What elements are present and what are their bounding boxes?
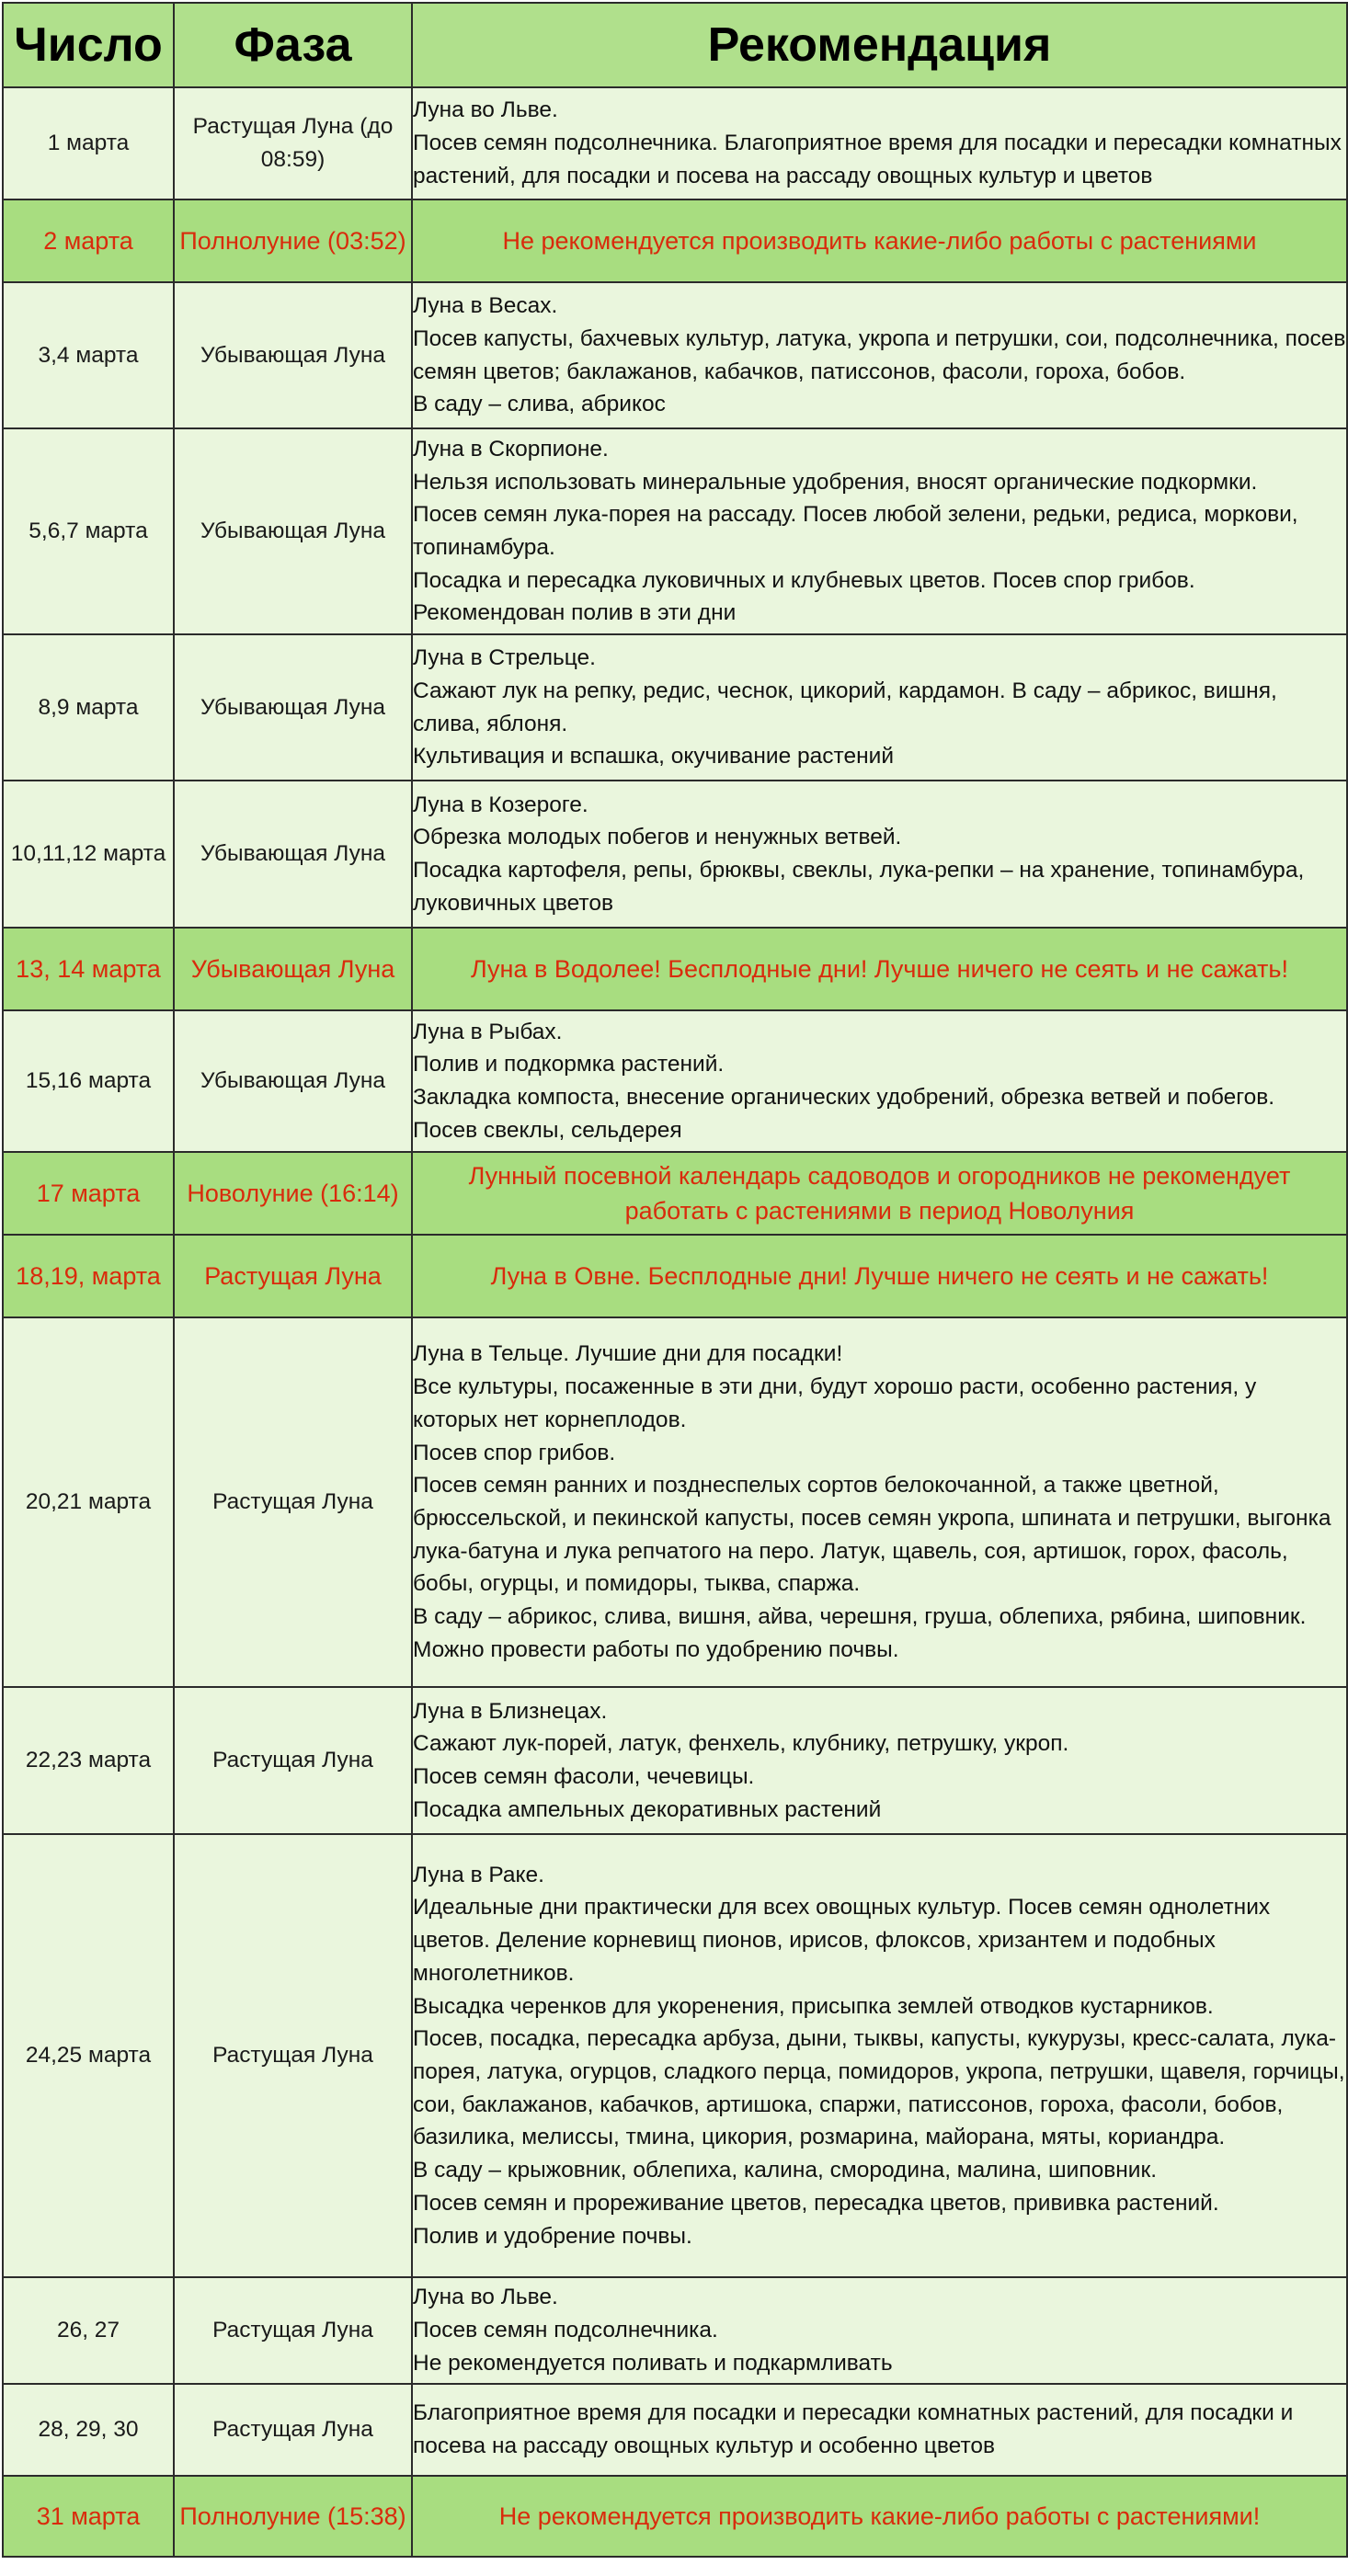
header-phase: Фаза [174,3,412,87]
recommendation-line: Не рекомендуется производить какие-либо работы с растениями! [498,2502,1261,2530]
recommendation-line: Посев капусты, бахчевых культур, латука, укропа и петрушки, сои, подсолнечника, посев семян цветов; баклажанов, кабачков, патиссонов, фасоли, гороха, бобов. [413,325,1346,384]
recommendation-cell [412,2277,1347,2384]
moon-phase-cell: Убывающая Луна [174,928,412,1010]
recommendation-line: Луна в Овне. Бесплодные дни! Лучше ничего не сеять и не сажать! [490,1262,1269,1290]
header-date: Число [3,3,174,87]
recommendation-cell [412,634,1347,781]
recommendation-cell [412,199,1347,282]
warning-row [3,199,1347,282]
date-cell: 22,23 марта [3,1687,174,1834]
date-cell: 10,11,12 марта [3,781,174,928]
moon-phase-cell: Убывающая Луна [174,428,412,634]
table-row [3,87,1347,199]
recommendation-line: Луна в Тельце. Лучшие дни для посадки! [413,1341,843,1367]
recommendation-line: Луна в Водолее! Бесплодные дни! Лучше ничего не сеять и не сажать! [471,955,1288,983]
recommendation-cell [412,428,1347,634]
recommendation-cell [412,1834,1347,2277]
date-cell: 20,21 марта [3,1317,174,1687]
date-cell: 13, 14 марта [3,928,174,1010]
recommendation-line: Луна в Козероге. [413,792,588,817]
date-cell: 31 марта [3,2476,174,2557]
table-row [3,1687,1347,1834]
date-cell: 18,19, марта [3,1235,174,1317]
recommendation-line: Луна в Рыбах. [413,1019,563,1044]
table-row [3,1010,1347,1152]
recommendation-line: Лунный посевной календарь садоводов и огородников не рекомендует работать с растениями в период Новолуния [468,1162,1291,1225]
recommendation-line: Посев, посадка, пересадка арбуза, дыни, тыквы, капусты, кукурузы, кресс-салата, лука-порея, латука, огурцов, сладкого перца, помидоров, укропа, петрушки, щавеля, горчицы, сои, баклажанов, кабачков, артишока, спаржи, патиссонов, гороха, фасоли, бобов, базилика, мелиссы, тмина, цикория, розмарина, майорана, мяты, кориандра. [413,2026,1345,2150]
recommendation-line: Посев свеклы, сельдерея [413,1117,682,1143]
table-row [3,282,1347,428]
recommendation-line: Обрезка молодых побегов и ненужных ветвей. [413,825,902,850]
recommendation-line: В саду – слива, абрикос [413,392,666,417]
moon-phase-cell: Убывающая Луна [174,634,412,781]
date-cell: 8,9 марта [3,634,174,781]
warning-row [3,1235,1347,1317]
recommendation-line: Посадка и пересадка луковичных и клубневых цветов. Посев спор грибов. [413,567,1195,593]
moon-phase-cell: Убывающая Луна [174,1010,412,1152]
table-row [3,781,1347,928]
date-cell: 5,6,7 марта [3,428,174,634]
date-cell: 15,16 марта [3,1010,174,1152]
table-row [3,428,1347,634]
date-cell: 2 марта [3,199,174,282]
lunar-calendar-table [2,2,1348,2558]
date-cell: 24,25 марта [3,1834,174,2277]
recommendation-cell [412,1010,1347,1152]
date-cell: 1 марта [3,87,174,199]
recommendation-line: Высадка черенков для укоренения, присыпка землей отводков кустарников. [413,1993,1214,2019]
recommendation-line: Все культуры, посаженные в эти дни, будут хорошо расти, особенно растения, у которых нет корнеплодов. [413,1374,1257,1432]
moon-phase-cell: Растущая Луна [174,1235,412,1317]
table-row [3,2384,1347,2476]
recommendation-line: Не рекомендуется производить какие-либо работы с растениями [502,227,1257,255]
recommendation-line: Полив и подкормка растений. [413,1052,725,1077]
warning-row [3,928,1347,1010]
recommendation-line: Культивация и вспашка, окучивание растений [413,744,895,769]
recommendation-line: Луна в Стрельце. [413,645,596,671]
recommendation-cell [412,282,1347,428]
recommendation-line: Посадка ампельных декоративных растений [413,1796,882,1822]
recommendation-cell [412,2384,1347,2476]
date-cell: 3,4 марта [3,282,174,428]
recommendation-line: Полив и удобрение почвы. [413,2223,692,2249]
recommendation-cell [412,1687,1347,1834]
date-cell: 28, 29, 30 [3,2384,174,2476]
recommendation-line: Посев семян и прореживание цветов, пересадка цветов, прививка растений. [413,2190,1219,2216]
recommendation-line: В саду – абрикос, слива, вишня, айва, черешня, груша, облепиха, рябина, шиповник. [413,1604,1307,1630]
recommendation-line: Посев семян подсолнечника. Благоприятное время для посадки и пересадки комнатных растений, для посадки и посева на рассаду овощных культур и цветов [413,131,1342,188]
moon-phase-cell: Полнолуние (03:52) [174,199,412,282]
calendar-body [3,87,1347,2557]
table-row [3,634,1347,781]
moon-phase-cell: Растущая Луна [174,1317,412,1687]
recommendation-line: Луна во Льве. [413,2285,558,2310]
table-row [3,1834,1347,2277]
recommendation-line: Сажают лук на репку, редис, чеснок, цикорий, кардамон. В саду – абрикос, вишня, слива, яблоня. [413,678,1277,736]
table-row [3,2277,1347,2384]
recommendation-line: Луна в Близнецах. [413,1698,608,1724]
moon-phase-cell: Убывающая Луна [174,781,412,928]
date-cell: 17 марта [3,1152,174,1235]
recommendation-line: Посев семян лука-порея на рассаду. Посев любой зелени, редьки, редиса, моркови, топинамбура. [413,502,1298,560]
moon-phase-cell: Полнолуние (15:38) [174,2476,412,2557]
moon-phase-cell: Убывающая Луна [174,282,412,428]
recommendation-line: Рекомендован полив в эти дни [413,600,737,626]
recommendation-line: Не рекомендуется поливать и подкармливать [413,2350,893,2376]
recommendation-line: Благоприятное время для посадки и пересадки комнатных растений, для посадки и посева на рассаду овощных культур и особенно цветов [413,2400,1294,2458]
recommendation-cell [412,928,1347,1010]
recommendation-line: Луна в Весах. [413,293,558,319]
recommendation-cell [412,87,1347,199]
recommendation-line: Посев семян подсолнечника. [413,2318,718,2343]
moon-phase-cell: Новолуние (16:14) [174,1152,412,1235]
date-cell: 26, 27 [3,2277,174,2384]
header-row [3,3,1347,87]
recommendation-line: Можно провести работы по удобрению почвы. [413,1636,899,1662]
moon-phase-cell: Растущая Луна (до 08:59) [174,87,412,199]
recommendation-line: Луна в Раке. [413,1862,544,1887]
recommendation-line: В саду – крыжовник, облепиха, калина, смородина, малина, шиповник. [413,2158,1158,2183]
recommendation-line: Луна во Льве. [413,97,558,123]
recommendation-line: Луна в Скорпионе. [413,436,609,462]
warning-row [3,2476,1347,2557]
recommendation-line: Посев семян фасоли, чечевицы. [413,1764,755,1789]
recommendation-cell [412,2476,1347,2557]
recommendation-line: Посев спор грибов. [413,1440,616,1465]
moon-phase-cell: Растущая Луна [174,1834,412,2277]
recommendation-cell [412,1235,1347,1317]
recommendation-line: Сажают лук-порей, латук, фенхель, клубнику, петрушку, укроп. [413,1731,1069,1757]
moon-phase-cell: Растущая Луна [174,2277,412,2384]
recommendation-cell [412,1317,1347,1687]
moon-phase-cell: Растущая Луна [174,1687,412,1834]
header-recommendation: Рекомендация [412,3,1347,87]
recommendation-cell [412,781,1347,928]
recommendation-line: Нельзя использовать минеральные удобрения, вносят органические подкормки. [413,469,1258,495]
recommendation-line: Идеальные дни практически для всех овощных культур. Посев семян однолетних цветов. Деление корневищ пионов, ирисов, флоксов, хризантем и подобных многолетников. [413,1895,1271,1986]
recommendation-line: Посадка картофеля, репы, брюквы, свеклы, лука-репки – на хранение, топинамбура, луковичных цветов [413,858,1305,916]
warning-row [3,1152,1347,1235]
recommendation-line: Закладка компоста, внесение органических удобрений, обрезка ветвей и побегов. [413,1085,1275,1110]
table-row [3,1317,1347,1687]
recommendation-cell [412,1152,1347,1235]
moon-phase-cell: Растущая Луна [174,2384,412,2476]
recommendation-line: Посев семян ранних и позднеспелых сортов белокочанной, а также цветной, брюссельской, и пекинской капусты, посев семян укропа, шпината и петрушки, выгонка лука-батуна и лука репчатого на перо. Латук, щавель, соя, артишок, горох, фасоль, бобы, огурцы, и помидоры, тыква, спаржа. [413,1473,1331,1597]
